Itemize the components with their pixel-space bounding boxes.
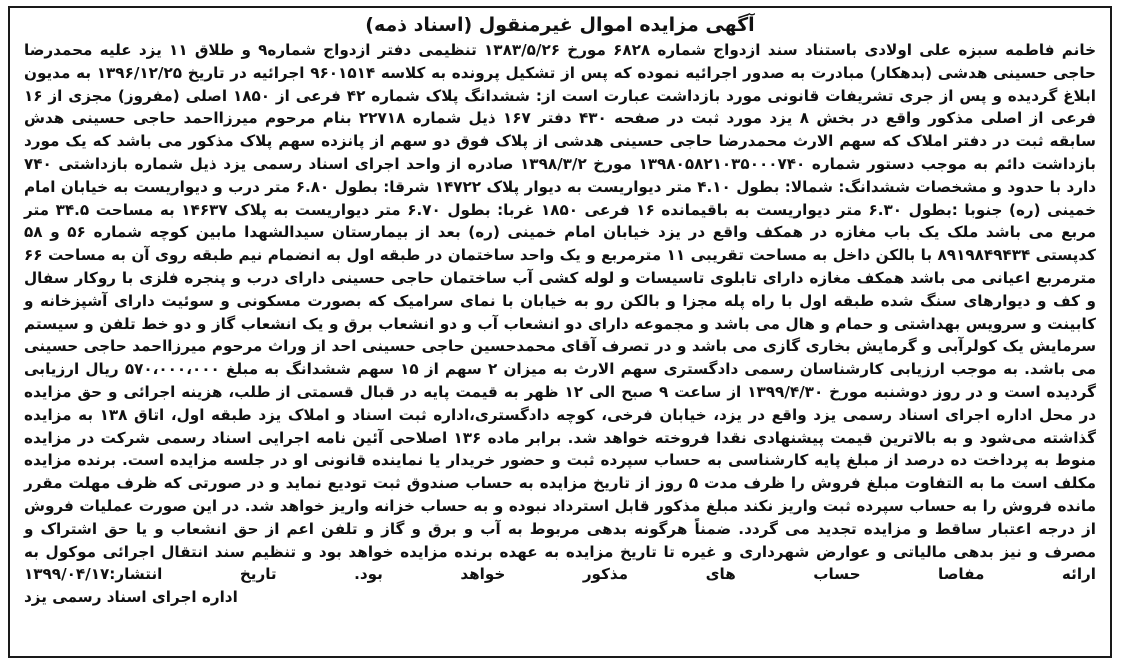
auction-notice [8,6,1112,658]
notice-title: آگهی مزایده اموال غیرمنقول (اسناد ذمه) [365,14,755,36]
notice-footer [24,586,1096,609]
notice-signature: اداره اجرای اسناد رسمی یزد [24,588,238,607]
notice-body: خانم فاطمه سبزه علی اولادی باستناد سند ازدواج شماره ۶۸۲۸ مورخ ۱۳۸۳/۵/۲۶ تنظیمی دفتر ازدواج شماره۹ و طلاق ۱۱ یزد علیه محمدرضا حاجی حسینی هدشی (بدهکار) مبادرت به صدور اجرائیه نموده که پس از تشکیل پرونده به کلاسه ۹۶۰۱۵۱۴ اجرائیه در تاریخ ۱۳۹۶/۱۲/۲۵ به مدیون ابلاغ گردیده و پس از جری تشریفات قانونی مورد بازداشت عبارت است از: ششدانگ پلاک شماره ۴۲ فرعی از ۱۸۵۰ اصلی (مفروز) مجزی از ۱۶ فرعی از اصلی مذکور واقع در بخش ۸ یزد مورد ثبت در صفحه ۴۳۰ دفتر ۱۶۷ ذیل شماره ۲۲۷۱۸ بنام مرحوم میرزااحمد حاجی حسینی هدش سابقه ثبت در دفتر املاک که سهم الارث محمدرضا حاجی حسینی هدشی از پلاک فوق دو سهم از پانزده سهم پلاک مذکور می باشد که یک مورد بازداشت دائم به موجب دستور شماره ۱۳۹۸۰۵۸۲۱۰۳۵۰۰۰۷۴۰ مورخ ۱۳۹۸/۳/۲ صادره از واحد اجرای اسناد رسمی یزد ذیل شماره بازداشتی ۷۴۰ دارد با حدود و مشخصات ششدانگ: شمالا: بطول ۴.۱۰ متر دیواریست به دیوار پلاک ۱۴۷۲۲ شرقا: بطول ۶.۸۰ متر درب و دیواریست به خیابان امام خمینی (ره) جنوبا :بطول ۶.۳۰ متر دیواریست به باقیمانده ۱۶ فرعی ۱۸۵۰ غربا: بطول ۶.۷۰ متر دیواریست به پلاک ۱۴۶۳۷ به مساحت ۳۴.۵ متر مربع می باشد ملک یک باب مغازه در همکف واقع در یزد خیابان امام خمینی (ره) بعد از بیمارستان سیدالشهدا مابین کوچه شماره ۵۶ و ۵۸ کدپستی ۸۹۱۹۸۴۹۴۳۴ با بالکن داخل به مساحت تقریبی ۱۱ مترمربع و یک واحد ساختمان در طبقه اول به انضمام نیم طبقه روی آن به مساحت ۶۶ مترمربع اعیانی می باشد همکف مغازه دارای تابلوی تاسیسات و لوله کشی آب ساختمان حاجی حسینی دارای درب و پنجره فلزی با روکار سفال و کف و دیوارهای سنگ شده طبقه اول با راه پله مجزا و بالکن رو به خیابان با نمای سرامیک که بصورت مسکونی و سوئیت دارای آشپزخانه و کابینت و سرویس بهداشتی و حمام و هال می باشد و مجموعه دارای دو انشعاب آب و دو انشعاب برق و یک انشعاب گاز و دو خط تلفن و سیستم سرمایش یک کولرآبی و گرمایش بخاری گازی می باشد و در تصرف آقای محمدحسین حاجی حسینی احد از وراث مرحوم میرزااحمد حاجی حسینی می باشد. به موجب ارزیابی کارشناسان رسمی دادگستری سهم الارث به میزان ۲ سهم از ۱۵ سهم ششدانگ به مبلغ ۵۷۰،۰۰۰،۰۰۰ ریال ارزیابی گردیده است و در روز دوشنبه مورخ ۱۳۹۹/۴/۳۰ از ساعت ۹ صبح الی ۱۲ ظهر به قیمت پایه در قبال قسمتی از طلب، هزینه اجرائی و حق مزایده در محل اداره اجرای اسناد رسمی یزد واقع در یزد، خیابان فرخی، کوچه دادگستری،اداره ثبت اسناد و املاک یزد طبقه اول، اتاق ۱۳۸ به مزایده گذاشته می‌شود و به بالاترین قیمت پیشنهادی نقدا فروخته خواهد شد. برابر ماده ۱۳۶ اصلاحی آئین نامه اجرایی اسناد رسمی شرکت در مزایده منوط به پرداخت ده درصد از مبلغ پایه کارشناسی به حساب سپرده ثبت و حضور خریدار یا نماینده قانونی او در جلسه مزایده است. برنده مزایده مکلف است ما به التفاوت مبلغ فروش را ظرف مدت ۵ روز از تاریخ مزایده به حساب صندوق ثبت تودیع نماید و در صورتی که ظرف مهلت مقرر مانده فروش را به حساب سپرده ثبت واریز نکند مبلغ مذکور قابل استرداد نبوده و به حساب خزانه واریز خواهد شد. در این صورت عملیات فروش از درجه اعتبار ساقط و مزایده تجدید می گردد. ضمناً هرگونه بدهی مربوط به آب و برق و گاز و تلفن اعم از حق انشعاب و یا حق اشتراک و مصرف و نیز بدهی مالیاتی و عوارض شهرداری و غیره تا تاریخ مزایده به عهده برنده مزایده خواهد بود و تنظیم سند انتقال اجرائی موکول به ارائه مفاصا حساب های مذکور خواهد بود. تاریخ انتشار:۱۳۹۹/۰۴/۱۷ [24,41,1097,584]
